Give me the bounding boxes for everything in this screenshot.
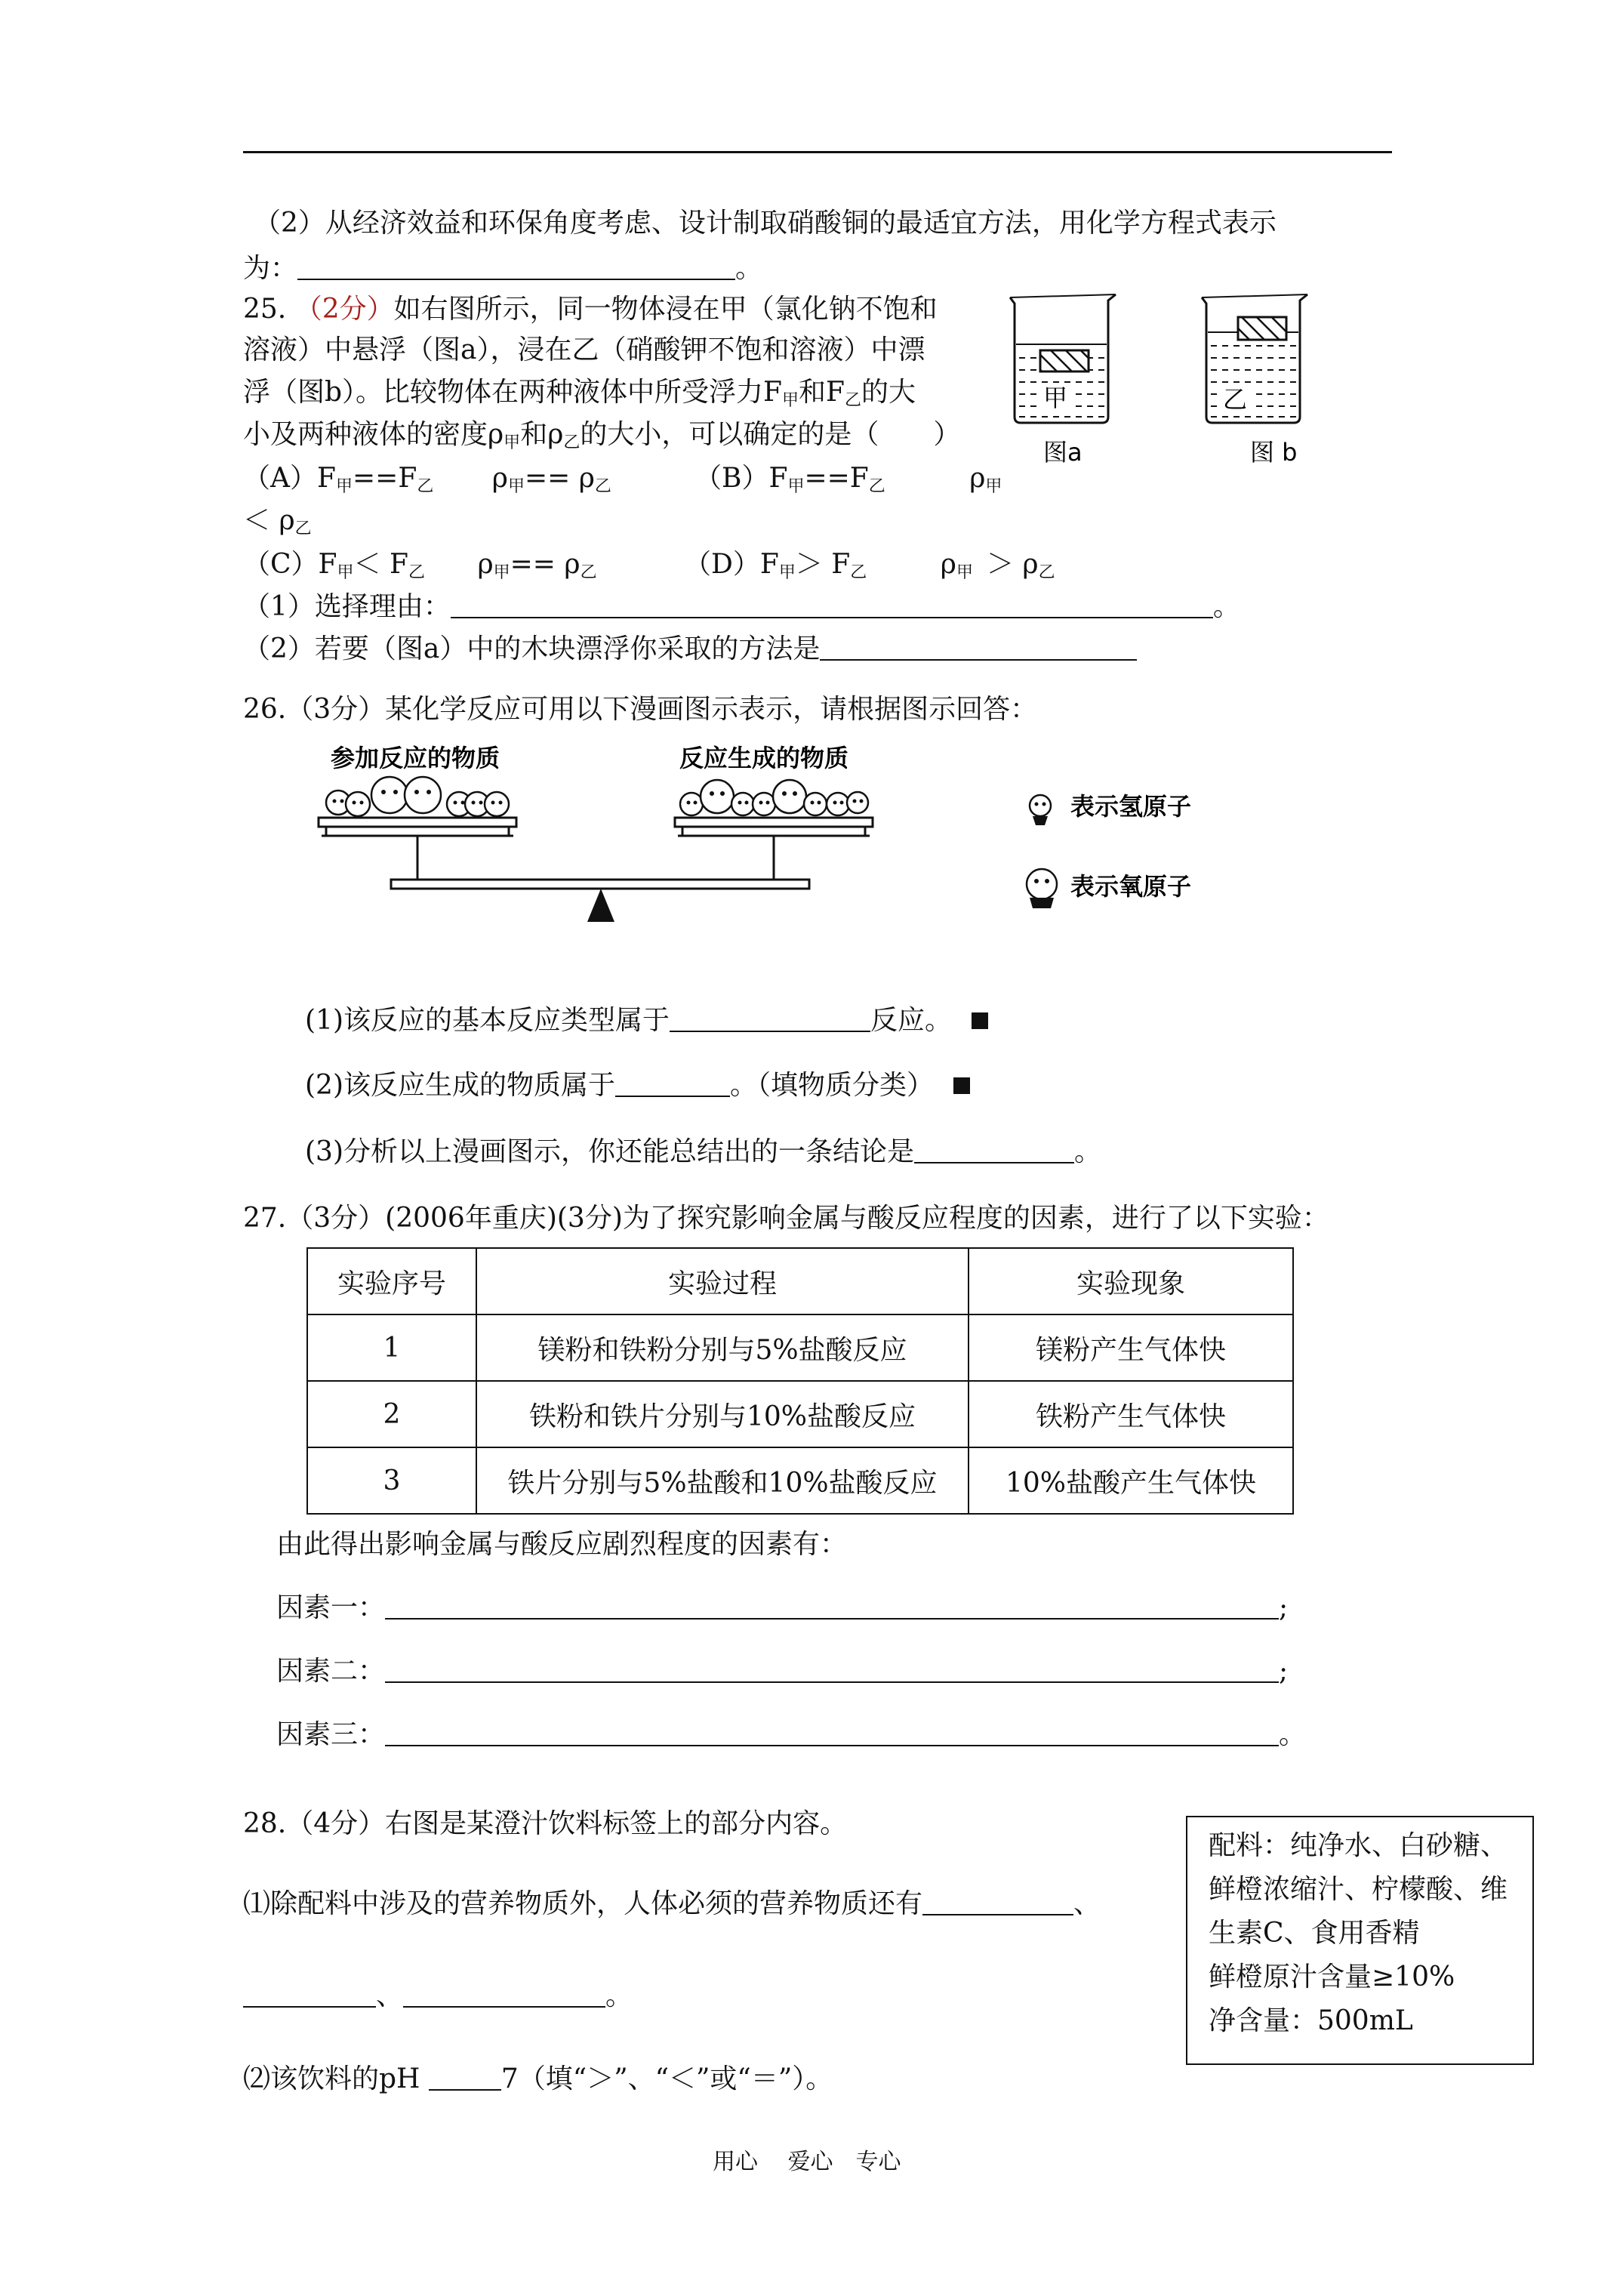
products-label: 反应生成的物质 — [679, 744, 849, 772]
beaker-b — [1202, 294, 1307, 423]
q24-answer-blank[interactable] — [297, 256, 735, 280]
table-cell: 3 — [307, 1447, 476, 1514]
balance-beam — [391, 880, 809, 889]
q25-method: （2）若要（图a）中的木块漂浮你采取的方法是 — [243, 636, 1137, 663]
q25-option-a[interactable]: $(A)F_甲==F_乙$ $\rho_甲== \rho_乙$ — [243, 463, 611, 496]
square-marker — [972, 1012, 988, 1029]
q27-conclusion: 由此得出影响金属与酸反应剧烈程度的因素有： — [276, 1529, 848, 1560]
q26-part2-blank[interactable] — [615, 1073, 730, 1097]
q26-balance-cartoon — [310, 736, 1261, 932]
table-cell: 铁片分别与5%盐酸和10%盐酸反应 — [476, 1447, 969, 1514]
figure-a-caption: 图a — [1043, 438, 1083, 467]
beaker-a-liquid-label: 甲 — [1043, 384, 1068, 412]
q25-beaker-figures — [1004, 290, 1366, 479]
reactants-label: 参加反应的物质 — [331, 744, 500, 772]
header-rule — [243, 151, 1392, 153]
q25-line1: 25. （2分）如右图所示，同一物体浸在甲（氯化钠不饱和 — [243, 294, 938, 325]
q25-option-b-wrap: ＜ $\rho_乙$ — [243, 505, 312, 538]
table-cell: 2 — [307, 1381, 476, 1447]
q26-title: 26.（3分）某化学反应可用以下漫画图示表示，请根据图示回答： — [243, 694, 1038, 725]
legend-oxygen-label: 表示氧原子 — [1070, 872, 1192, 901]
label-line: 鲜橙浓缩汁、柠檬酸、维 — [1209, 1874, 1508, 1905]
q28-nutrient-blank-1[interactable] — [922, 1891, 1073, 1915]
table-header-cell: 实验现象 — [969, 1248, 1293, 1314]
table-cell: 镁粉和铁粉分别与5%盐酸反应 — [476, 1314, 969, 1381]
table-cell: 镁粉产生气体快 — [969, 1314, 1293, 1381]
label-line: 鲜橙原汁含量≥10% — [1209, 1962, 1455, 1992]
q28-part1-cont: 、 。 — [243, 1983, 633, 2010]
q27-factor-3: 因素三： 。 — [276, 1719, 1307, 1750]
legend-oxygen — [1027, 869, 1057, 908]
q25-option-d[interactable]: $(D)F_甲> F_乙$ $\rho_甲 > \rho_乙$ — [684, 549, 1055, 582]
q28-title: 28.（4分）右图是某澄汁饮料标签上的部分内容。 — [243, 1808, 848, 1839]
table-cell: 铁粉和铁片分别与10%盐酸反应 — [476, 1381, 969, 1447]
q25-line3: 浮（图b）。比较物体在两种液体中所受浮力$F_甲$和$F_乙$的大 — [243, 377, 916, 410]
q25-method-blank[interactable] — [820, 636, 1137, 661]
q26-part3: (3)分析以上漫画图示，你还能总结出的一条结论是 。 — [305, 1136, 1102, 1167]
beaker-b-liquid-label: 乙 — [1223, 385, 1248, 414]
juice-label-box — [1186, 1816, 1534, 2065]
legend-hydrogen — [1030, 795, 1051, 825]
q28-nutrient-blank-3[interactable] — [403, 1983, 605, 2008]
q25-line2: 溶液）中悬浮（图a），浸在乙（硝酸钾不饱和溶液）中漂 — [243, 334, 925, 365]
q28-part1: ⑴除配料中涉及的营养物质外，人体必须的营养物质还有 、 — [243, 1888, 1101, 1919]
square-marker — [953, 1077, 970, 1094]
table-cell: 铁粉产生气体快 — [969, 1381, 1293, 1447]
figure-b-caption: 图 b — [1250, 438, 1298, 467]
q24-part2-line1: （2）从经济效益和环保角度考虑、设计制取硝酸铜的最适宜方法，用化学方程式表示 — [254, 208, 1277, 239]
factor-3-blank[interactable] — [385, 1722, 1279, 1746]
q25-reason-blank[interactable] — [451, 594, 1213, 618]
q26-part1-blank[interactable] — [670, 1008, 870, 1032]
q24-part2-line2: 为： 。 — [243, 253, 763, 284]
table-header-cell: 实验序号 — [307, 1248, 476, 1314]
experiment-table — [306, 1247, 1294, 1515]
label-line: 配料：纯净水、白砂糖、 — [1209, 1830, 1508, 1861]
q26-part3-blank[interactable] — [914, 1139, 1074, 1163]
table-row — [307, 1314, 1293, 1381]
q26-part2: (2)该反应生成的物质属于 。（填物质分类） — [305, 1072, 970, 1099]
q27-factor-1: 因素一： ; — [276, 1592, 1289, 1623]
label-line: 净含量：500mL — [1209, 2005, 1413, 2036]
factor-2-blank[interactable] — [385, 1659, 1279, 1683]
table-cell: 1 — [307, 1314, 476, 1381]
q25-reason: （1）选择理由： 。 — [243, 591, 1240, 622]
q25-line4: 小及两种液体的密度$\rho_甲$和$\rho_乙$的大小，可以确定的是（ ） — [243, 419, 961, 452]
table-header-cell: 实验过程 — [476, 1248, 969, 1314]
q25-option-c[interactable]: $(C)F_甲< F_乙$ $\rho_甲== \rho_乙$ — [243, 549, 597, 582]
q28-ph-blank[interactable] — [429, 2066, 501, 2091]
q28-nutrient-blank-2[interactable] — [243, 1983, 376, 2008]
table-cell: 10%盐酸产生气体快 — [969, 1447, 1293, 1514]
label-line: 生素C、食用香精 — [1209, 1918, 1420, 1949]
q27-title: 27.（3分）(2006年重庆)(3分)为了探究影响金属与酸反应程度的因素，进行了以下实验： — [243, 1203, 1329, 1234]
q28-part2: ⑵该饮料的pH 7（填“＞”、“＜”或“＝”）。 — [243, 2063, 833, 2094]
legend-hydrogen-label: 表示氢原子 — [1070, 792, 1192, 821]
q26-part1: (1)该反应的基本反应类型属于 反应。 — [305, 1007, 988, 1034]
balance-fulcrum — [587, 889, 614, 922]
table-header-row — [307, 1248, 1293, 1314]
table-row — [307, 1381, 1293, 1447]
table-row — [307, 1447, 1293, 1514]
page-footer: 用心 爱心 专心 — [713, 2149, 901, 2175]
reactants-tray — [319, 777, 516, 836]
q27-factor-2: 因素二： ; — [276, 1656, 1289, 1687]
factor-1-blank[interactable] — [385, 1595, 1279, 1620]
products-tray — [675, 780, 873, 836]
q25-option-b[interactable]: $(B)F_甲==F_乙$ $\rho_甲$ — [694, 463, 1002, 496]
